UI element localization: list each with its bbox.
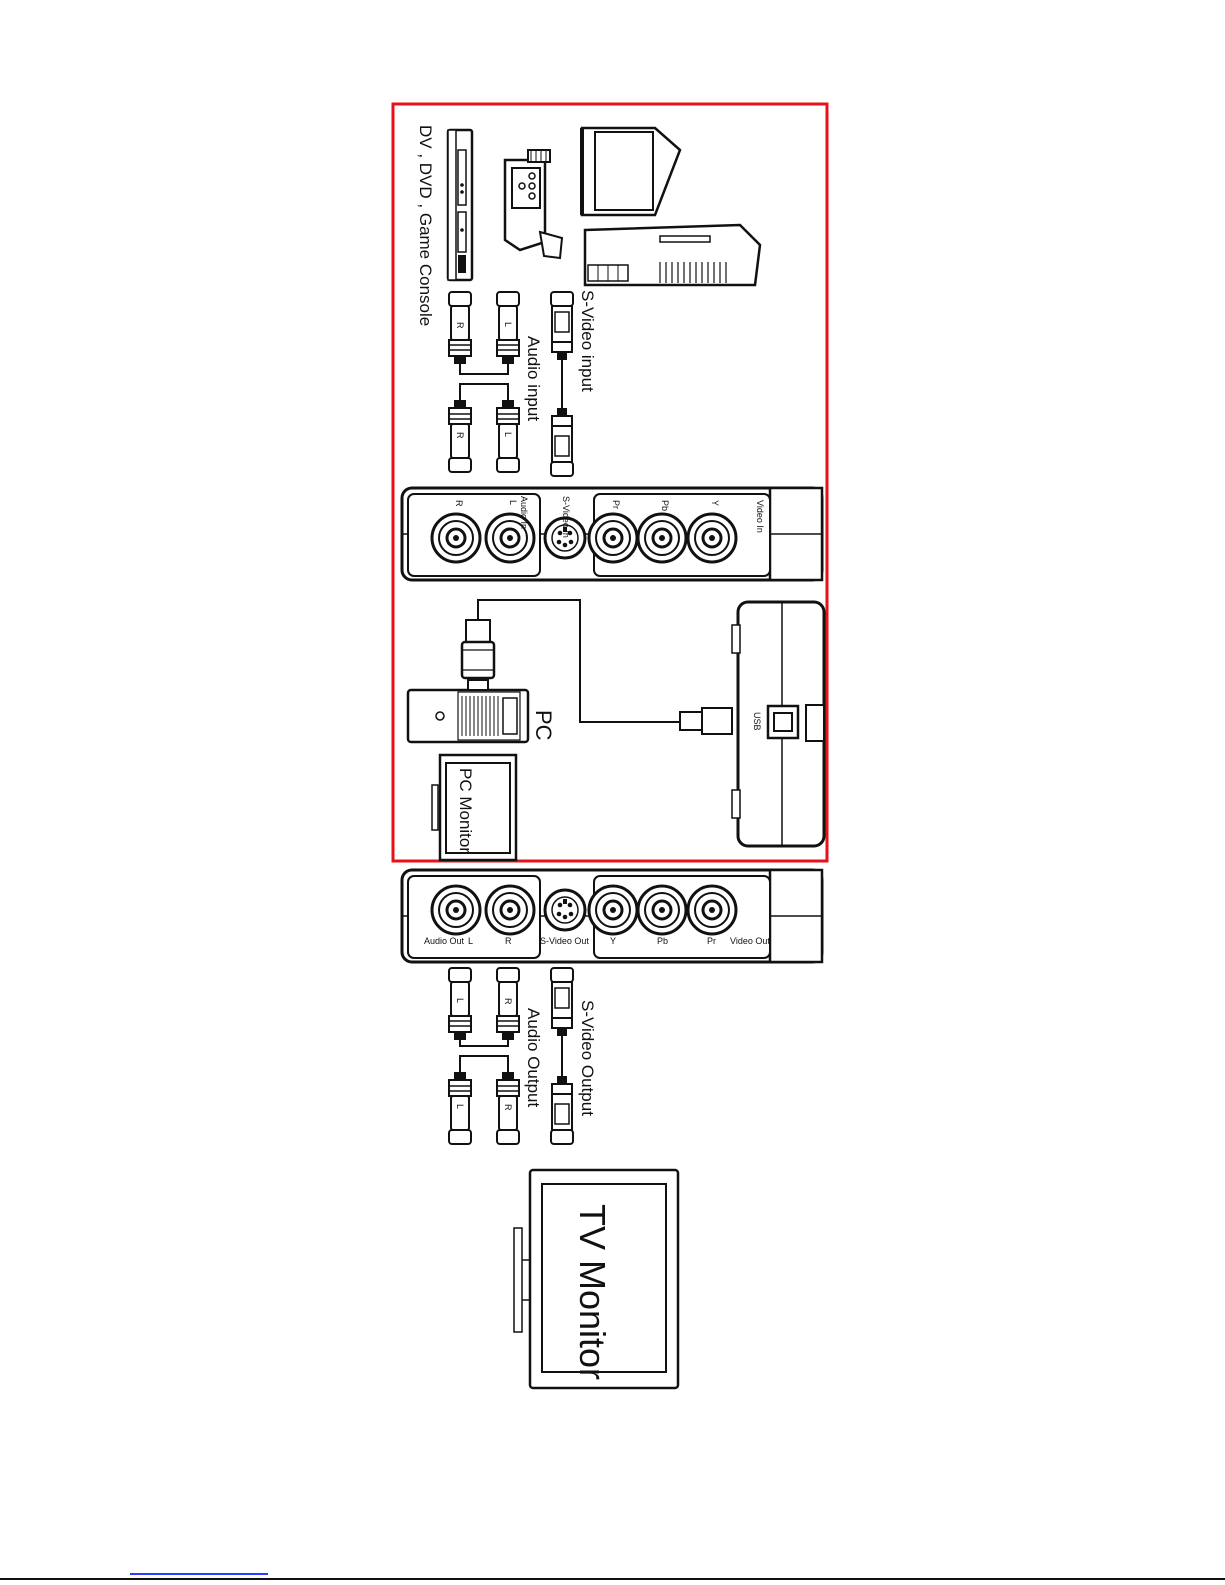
output-l-label: L [468,936,474,946]
input-r-label: R [454,500,464,507]
input-video-in-label: Video In [755,500,765,533]
plug-l-label-4: L [455,1104,465,1110]
capture-device [732,602,824,846]
plug-l-label-3: L [455,998,465,1004]
laptop-icon [582,128,680,215]
audio-input-label: Audio input [524,336,543,422]
plug-r-label: R [455,322,465,329]
output-pr-label: Pr [707,936,716,946]
sources-label: DV , DVD , Game Console [416,125,435,327]
usb-port-label: USB [752,712,762,731]
input-pb-label: Pb [660,500,670,512]
plug-r-label-4: R [503,1104,513,1111]
footer-rule [0,1578,1225,1580]
output-audio-out-label: Audio Out [424,936,465,946]
footer-link-underline [130,1573,268,1575]
plug-l-label: L [503,322,513,328]
pc-tower-icon [408,680,528,742]
output-video-out-label: Video Out [730,936,770,946]
svideo-input-label: S-Video input [578,290,597,392]
input-y-label: Y [710,500,720,507]
input-svideo-in-label: S-Video In [561,496,571,538]
output-svideo-out-label: S-Video Out [540,936,589,946]
input-pr-label: Pr [611,500,621,509]
game-console-icon [585,225,760,285]
pc-connection [408,600,732,860]
input-l-label: L [508,500,518,506]
plug-r-label-3: R [503,998,513,1005]
camcorder-icon [505,150,562,258]
output-r-label: R [505,936,512,946]
plug-r-label-2: R [455,432,465,439]
pc-monitor-label: PC Monitor [456,768,475,854]
dvd-player-icon [448,130,472,280]
output-pb-label: Pb [657,936,669,946]
plug-l-label-2: L [503,432,513,438]
pc-label: PC [531,710,556,741]
input-panel [402,488,822,580]
input-cables [449,290,597,476]
output-y-label: Y [610,936,617,946]
input-audio-in-label: Audio In [519,496,529,530]
output-panel [402,870,822,962]
tv-monitor-label: TV Monitor [572,1204,613,1381]
audio-output-label: Audio Output [524,1008,543,1108]
svideo-output-label: S-Video Output [578,1000,597,1116]
output-cables [449,968,597,1144]
